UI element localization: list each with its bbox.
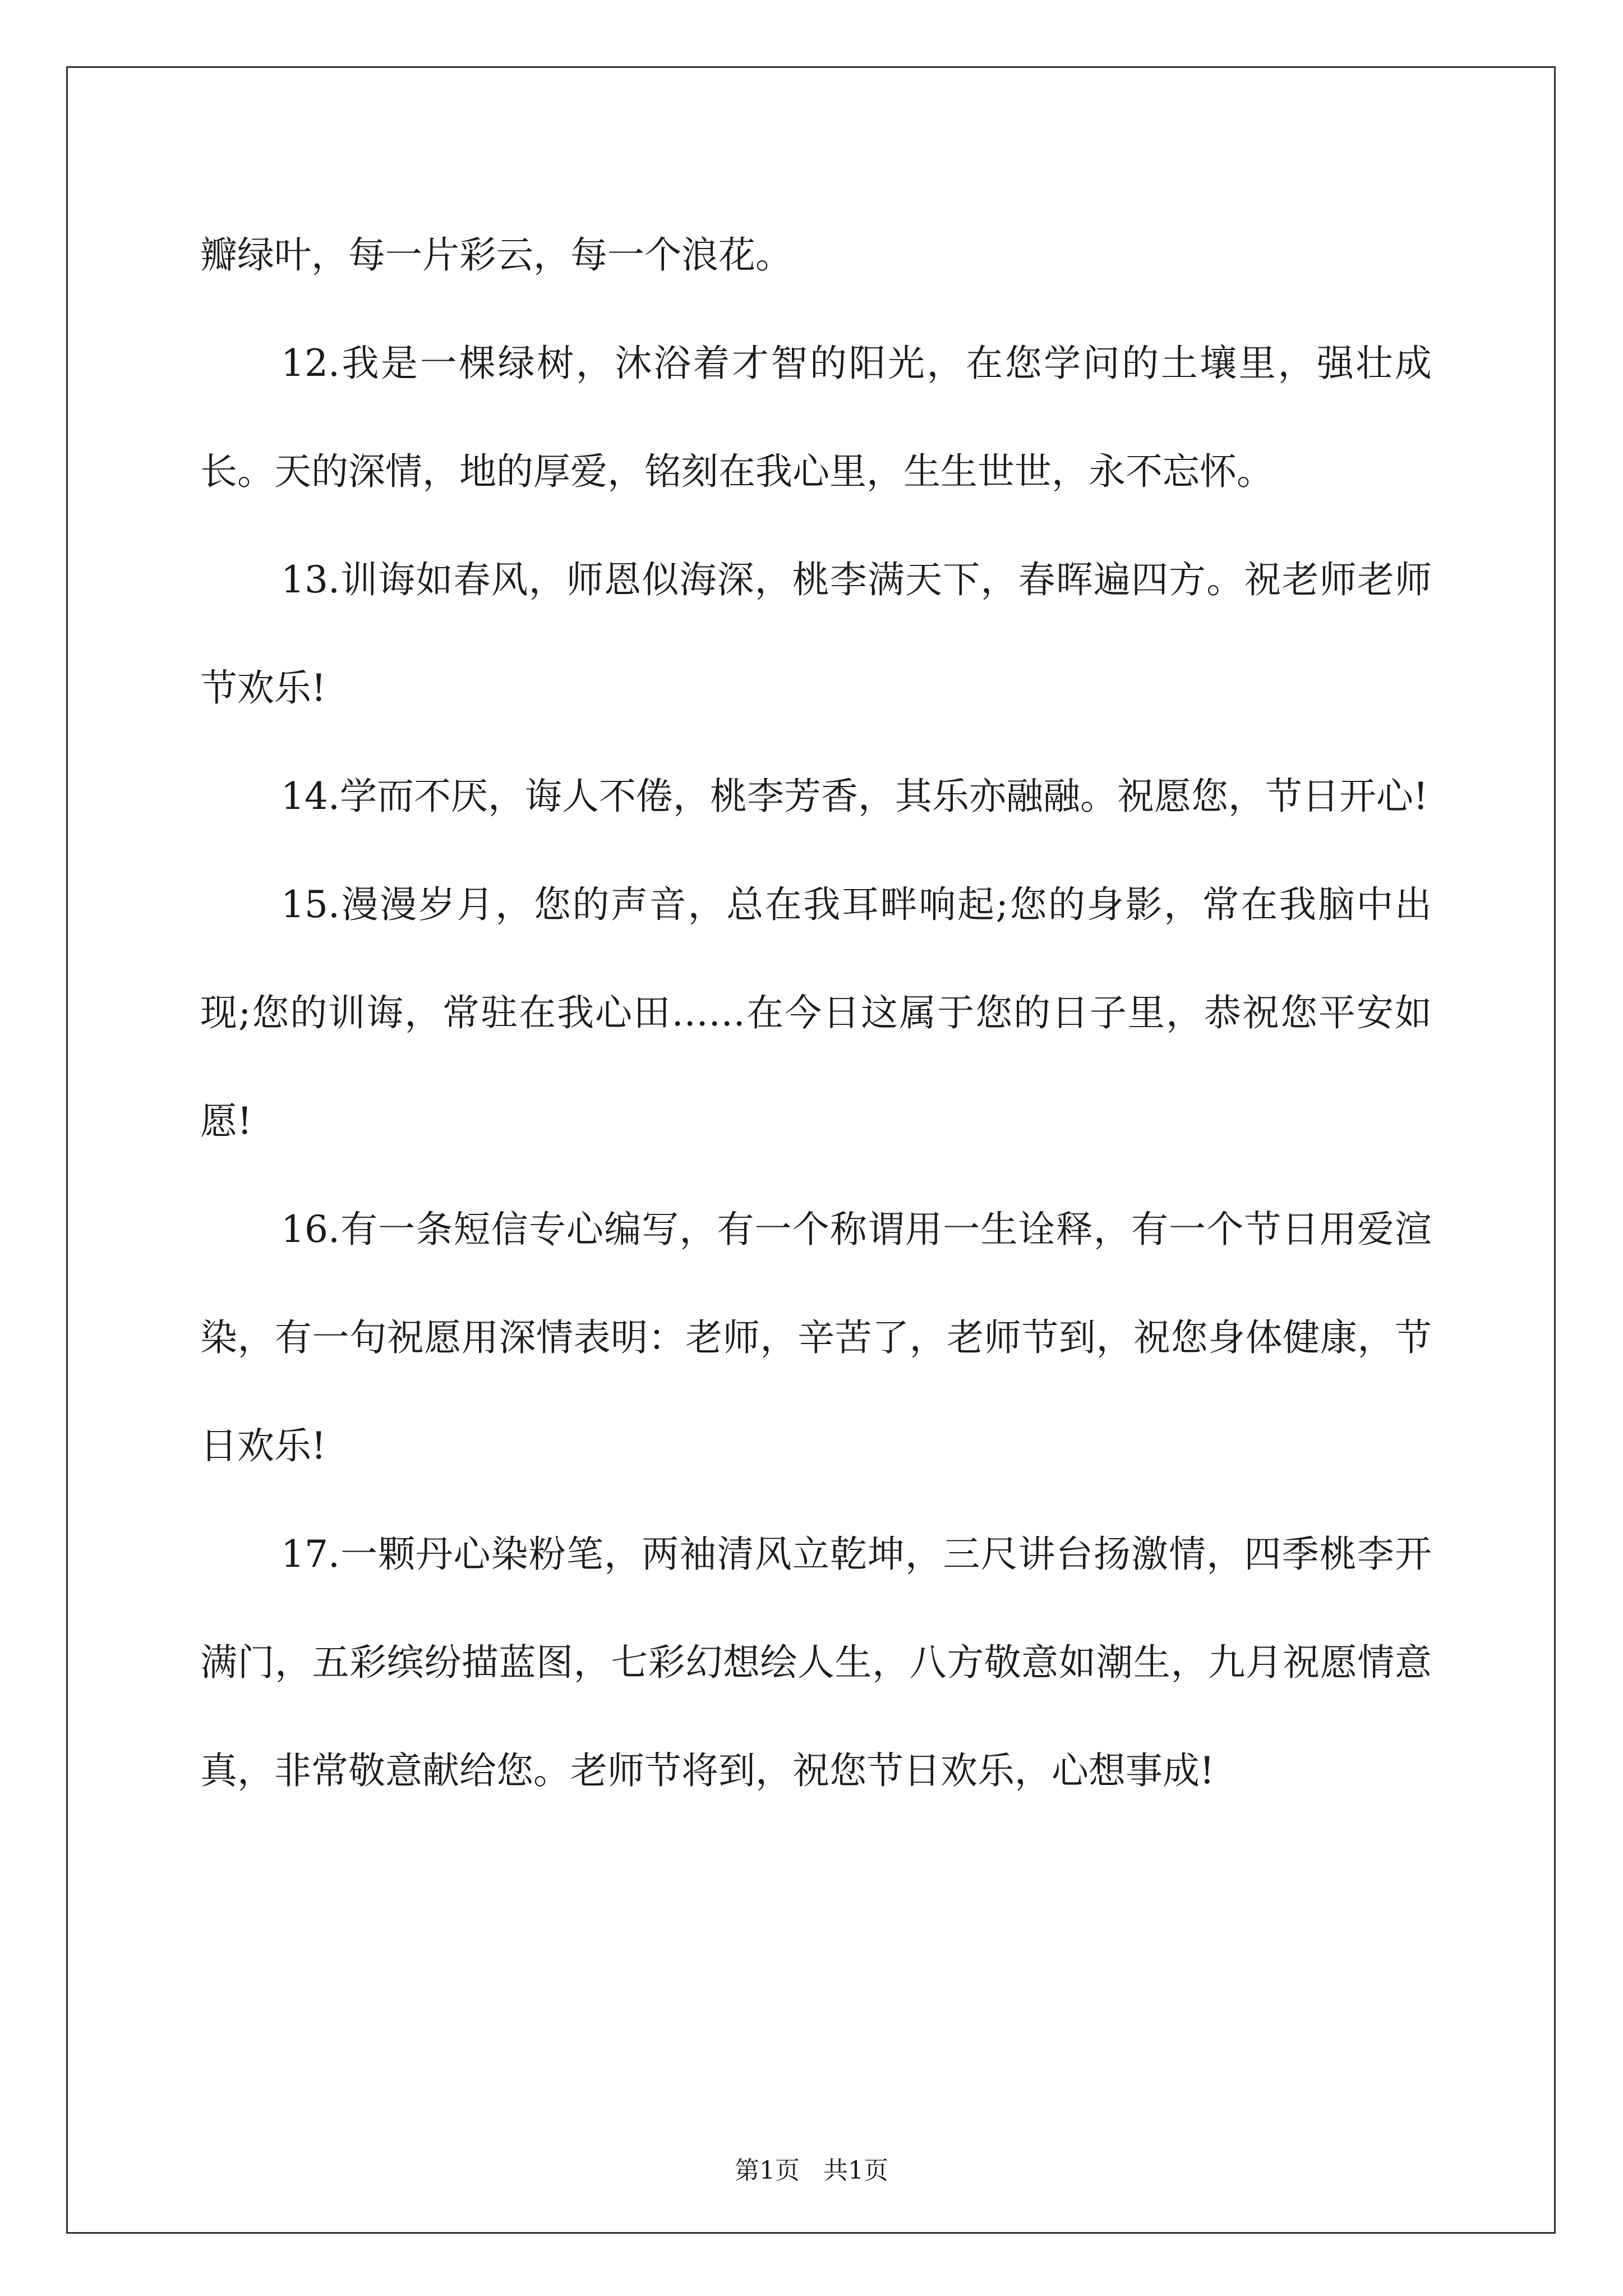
paragraph-item-13: 13.训诲如春风，师恩似海深，桃李满天下，春晖遍四方。祝老师老师节欢乐! [200,558,1432,710]
paragraph-item-17: 17.一颗丹心染粉笔，两袖清风立乾坤，三尺讲台扬激情，四季桃李开满门，五彩缤纷描蓝图，七彩幻想绘人生，八方敬意如潮生，九月祝愿情意真，非常敬意献给您。老师节将到，祝您节日欢乐，心想事成! [200,1533,1432,1792]
paragraph-item-16: 16.有一条短信专心编写，有一个称谓用一生诠释，有一个节日用爱渲染，有一句祝愿用深情表明：老师，辛苦了，老师节到，祝您身体健康，节日欢乐! [200,1208,1432,1467]
paragraph-item-12: 12.我是一棵绿树，沐浴着才智的阳光，在您学问的土壤里，强壮成长。天的深情，地的厚爱，铭刻在我心里，生生世世，永不忘怀。 [200,342,1432,493]
document-body [200,201,1432,1825]
paragraph-item-15: 15.漫漫岁月，您的声音，总在我耳畔响起;您的身影，常在我脑中出现;您的训诲，常驻在我心田……在今日这属于您的日子里，恭祝您平安如愿! [200,883,1432,1143]
paragraph-continuation: 瓣绿叶，每一片彩云，每一个浪花。 [200,233,792,277]
page-number-footer: 第1页 共1页 [735,2156,888,2185]
paragraph-item-14: 14.学而不厌，诲人不倦，桃李芳香，其乐亦融融。祝愿您，节日开心! [281,775,1428,818]
